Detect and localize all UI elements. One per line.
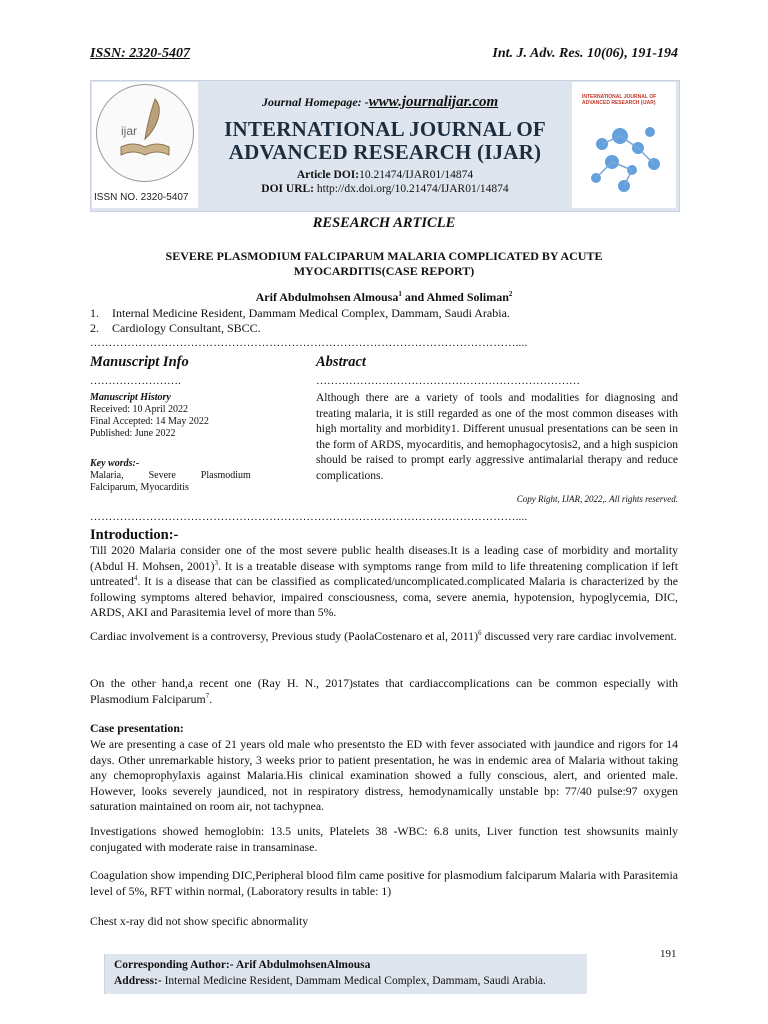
doi-url-label: DOI URL: (261, 183, 315, 195)
author-2: and Ahmed Soliman (401, 290, 509, 304)
citation-ref: 3 (214, 558, 218, 567)
manuscript-info-heading: Manuscript Info (90, 354, 189, 370)
issn-header: ISSN: 2320-5407 (90, 46, 190, 61)
quill-book-icon (97, 85, 193, 181)
author-1-affil: 1 (398, 290, 402, 298)
abstract-heading: Abstract (316, 354, 366, 370)
keywords-line-1: Malaria, Severe Plasmodium (90, 470, 251, 481)
introduction-heading: Introduction:- (90, 527, 179, 543)
case-paragraph-2: Investigations showed hemoglobin: 13.5 units, Platelets 38 -WBC: 6.8 units, Liver function test showsunits mainly conjugated with moderate raise in transaminase. (90, 824, 678, 854)
doi-label: Article DOI: (296, 169, 360, 181)
affiliation-number: 1. (90, 306, 99, 320)
case-paragraph-1: We are presenting a case of 21 years old male who presentsto the ED with fever associated with jaundice and rigors for 14 days. Other unremarkable history, 3 weeks prior to patient presentation, he was in endemic area of Malaria without taking any chemoprophylaxis against Malaria.His clinical examination showed a fully conscious, alert, and oriented male. However, looks severely jaundiced, not in respiratory distress, hemodynamically unstable bp: 77/40 pulse:97 oxygen saturation maintained on room air, not tachypnea. (90, 737, 678, 813)
text-run: . It is a disease that can be classified as complicated/uncomplicated.complicated Malaria is characterized by the following symptoms altered behavior, impaired consciousness, coma, severe anemia, hypotension, hypoglycemia, DIC, ARDS, AKI and Parasitemia level of more than 5%. (90, 574, 678, 619)
case-paragraph-3: Coagulation show impending DIC,Peripheral blood film came positive for plasmodium falciparum Malaria with Parasitemia level of 5%, RFT within normal, (Laboratory results in table: 1) (90, 868, 678, 898)
text-run: . (209, 691, 213, 706)
keywords-label: Key words:- (90, 458, 140, 469)
doi-block (208, 168, 562, 196)
text-run: . It is a treatable disease with symptoms range from mild to life threatening complication if left untreated (90, 558, 678, 588)
author-2-affil: 2 (508, 290, 513, 298)
text-run: discussed very rare cardiac involvement. (481, 629, 677, 643)
corresponding-author: Corresponding Author:- Arif AbdulmohsenAlmousa (114, 959, 371, 971)
author-1: Arif Abdulmohsen Almousa (255, 290, 399, 304)
journal-name-line-1: INTERNATIONAL JOURNAL OF (224, 117, 546, 141)
citation-header: Int. J. Adv. Res. 10(06), 191-194 (492, 46, 678, 61)
copyright-notice: Copy Right, IJAR, 2022,. All rights reserved. (516, 494, 678, 504)
affiliation-2 (90, 321, 678, 335)
case-paragraph-4: Chest x-ray did not show specific abnormality (90, 914, 309, 928)
intro-paragraph-1 (90, 543, 678, 621)
homepage-link[interactable]: www.journalijar.com (368, 94, 499, 110)
address-value: Internal Medicine Resident, Dammam Medical Complex, Dammam, Saudi Arabia. (161, 975, 546, 987)
affiliation-number: 2. (90, 321, 99, 335)
separator-top: …………………………………………………………………………………………………….... (90, 337, 528, 349)
logo-emblem (96, 84, 194, 182)
affiliation-1 (90, 306, 678, 320)
text-run: Cardiac involvement is a controversy, Previous study (PaolaCostenaro et al, 2011) (90, 629, 479, 643)
paper-title-line-2: MYOCARDITIS(CASE REPORT) (293, 264, 475, 278)
intro-paragraph-3 (90, 676, 678, 707)
doi-value: 10.21474/IJAR01/14874 (359, 169, 474, 181)
intro-paragraph-2 (90, 629, 678, 645)
page-number: 191 (660, 948, 677, 960)
running-header (90, 46, 678, 62)
journal-homepage (262, 94, 498, 111)
doi-url-link[interactable]: http://dx.doi.org/10.21474/IJAR01/14874 (314, 183, 509, 195)
journal-name-line-2: ADVANCED RESEARCH (IJAR) (228, 140, 542, 164)
journal-name (205, 118, 565, 164)
affiliation-text: Internal Medicine Resident, Dammam Medical Complex, Dammam, Saudi Arabia. (112, 306, 510, 320)
logo-text: ijar (121, 124, 138, 138)
author-address (114, 975, 546, 987)
text-run: Till 2020 Malaria consider one of the most severe public health diseases.It is a leading case of morbidity and mortality (Abdul H. Mohsen, 2001) (90, 543, 678, 573)
citation-ref: 7 (205, 691, 210, 700)
citation-ref: 6 (478, 629, 482, 638)
separator-bottom: …………………………………………………………………………………………………….... (90, 511, 528, 523)
abstract-text: Although there are a variety of tools and modalities for diagnosing and treating malaria, it is still regarded as one of the most common diseases with high mortality and morbidity1. Different unusual presentations can be seen in the form of ARDS, myocarditis, and hemophagocytosis2, and a high suspicion should be raised to prompt early aggressive antimalarial therapy and reduce complications. (316, 392, 678, 482)
keywords-line-2: Falciparum, Myocarditis (90, 482, 189, 493)
logo-issn: ISSN NO. 2320-5407 (94, 192, 189, 203)
author-list (90, 290, 678, 305)
paper-title-line-1: SEVERE PLASMODIUM FALCIPARUM MALARIA COMPLICATED BY ACUTE (165, 249, 603, 263)
published-date: Published: June 2022 (90, 428, 176, 439)
cover-title: INTERNATIONAL JOURNAL OF ADVANCED RESEARCH (IJAR) (582, 94, 657, 106)
citation-ref: 4 (133, 574, 138, 583)
case-presentation-heading: Case presentation: (90, 721, 184, 735)
paper-title (120, 249, 648, 279)
received-date: Received: 10 April 2022 (90, 404, 189, 415)
homepage-label: Journal Homepage: - (262, 95, 369, 109)
address-label: Address:- (114, 975, 162, 987)
manuscript-history (90, 392, 290, 440)
abstract-dots: ……………………………………………………………… (316, 375, 580, 387)
history-label: Manuscript History (90, 392, 171, 403)
manuscript-dots: ……………………. (90, 375, 181, 387)
article-type: RESEARCH ARTICLE (312, 215, 456, 231)
keywords (90, 458, 260, 494)
text-run: On the other hand,a recent one (Ray H. N., 2017)states that cardiaccomplications can be common especially with Plasmodium Falciparum (90, 676, 678, 706)
affiliation-text: Cardiology Consultant, SBCC. (112, 321, 261, 335)
accepted-date: Final Accepted: 14 May 2022 (90, 416, 209, 427)
